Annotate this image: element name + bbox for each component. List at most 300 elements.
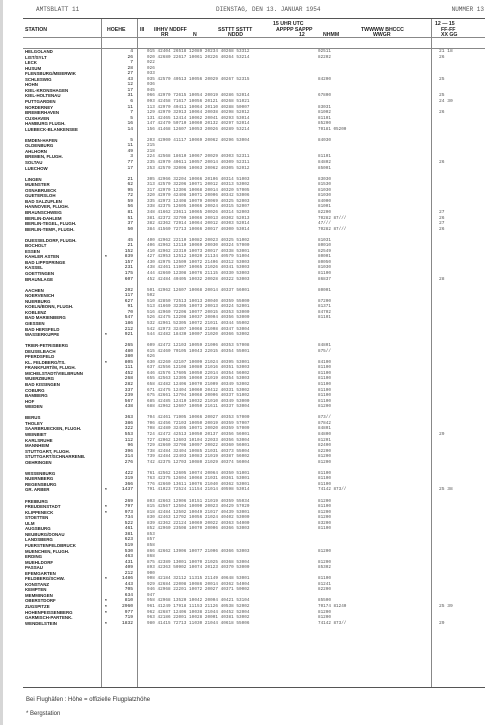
weather-groups: 85302 — [318, 565, 331, 571]
station-name: HOF — [25, 398, 35, 404]
table-row — [23, 439, 485, 444]
station-name: LUEBECK-BLANKENSEE — [25, 126, 78, 132]
station-height: 567 — [124, 398, 133, 404]
weather-groups: 81100 — [318, 271, 331, 276]
station-height: 5 — [130, 137, 133, 143]
station-height: 62 — [127, 182, 133, 188]
synop-code: 502 — [147, 293, 155, 299]
station-height: 480 — [124, 348, 133, 354]
col-wwgr: WWGR — [373, 32, 391, 38]
station-name: BRAUNSCHWEIG — [25, 209, 62, 215]
table-row — [23, 416, 485, 421]
station-height: 547 — [124, 315, 133, 321]
synop-code: 218 — [147, 148, 155, 154]
station-height: 269 — [124, 498, 133, 504]
station-name: NUERBURG — [25, 298, 51, 304]
synop-code: 615 42460 70105 10043 22015 40354 55001 — [147, 348, 250, 354]
weather-groups: 81200 — [318, 609, 331, 615]
station-name: LINGEN — [25, 176, 42, 182]
station-height: 314 — [124, 454, 133, 460]
station-height: 11 — [127, 104, 133, 110]
station-height: 1832 — [121, 620, 133, 626]
station-height: 797 — [124, 504, 133, 510]
synop-code: 958 42968 13520 10042 20004 40421 53104 — [147, 598, 250, 604]
station-height: 175 — [124, 271, 133, 276]
synop-code: 704 42461 71905 10066 20027 40353 57000 — [147, 415, 250, 421]
synop-code: 022 — [147, 60, 155, 66]
table-row — [23, 205, 485, 210]
station-height: 27 — [127, 71, 133, 77]
synop-code: 708 42480 32405 10071 20020 40359 57009 — [147, 426, 250, 432]
station-height: 627 — [124, 298, 133, 304]
station-height: 111 — [124, 365, 133, 371]
table-row — [23, 50, 485, 55]
footer-note-mountain: * Bergstation — [26, 711, 61, 717]
table-row — [23, 172, 485, 177]
table-row — [23, 278, 485, 283]
station-name: MUENCHEN, FLUGH. — [25, 548, 70, 554]
synop-code: 853 — [147, 531, 155, 537]
station-height: 26 — [127, 54, 133, 60]
weather-groups: 84702 — [318, 309, 331, 315]
station-name: ZUGSPITZE — [25, 604, 50, 609]
table-row — [23, 433, 485, 438]
table-row — [23, 83, 485, 88]
synop-code: 427 42953 12512 10020 21134 40579 51004 — [147, 254, 250, 260]
mountain-marker: * — [105, 509, 107, 515]
synop-code: 929 42684 22008 10086 20014 40362 54004 — [147, 581, 250, 587]
table-row — [23, 372, 485, 377]
mountain-marker: * — [105, 487, 107, 493]
weather-groups: 81100 — [318, 370, 331, 376]
mountain-marker: * — [105, 598, 107, 604]
station-height: 49 — [127, 148, 133, 154]
weather-groups: 81030 — [318, 265, 331, 271]
station-name: STUTTGART, FLUGH. — [25, 448, 70, 454]
synop-code: 147 42470 50710 10060 20132 40297 52014 — [147, 121, 250, 127]
weather-groups: 81001 — [318, 204, 331, 210]
station-name: AACHEN — [25, 287, 44, 293]
station-height: 212 — [124, 326, 133, 332]
station-name: BERUS — [25, 415, 41, 421]
table-row — [23, 538, 485, 543]
weather-groups: 84200 — [318, 76, 331, 82]
station-height: 409 — [124, 565, 133, 571]
weather-groups: 85001 — [318, 165, 331, 171]
synop-code: 203 42900 41117 10069 20062 40296 53004 — [147, 137, 250, 143]
station-height: 519 — [124, 542, 133, 548]
station-height: 363 — [124, 415, 133, 421]
station-height: 438 — [124, 404, 133, 410]
weather-groups: 81100 — [318, 481, 331, 487]
station-name: MANNHEIM — [25, 443, 50, 449]
station-height: 623 — [124, 537, 133, 543]
synop-code: 815 42567 12504 10090 20023 40429 57020 — [147, 504, 250, 510]
synop-code: 381 42372 32709 10066 20013 40302 52013 — [147, 215, 250, 221]
synop-code: 066 42970 72615 10054 20019 40286 52014 — [147, 93, 250, 99]
weather-groups: 87200 — [318, 298, 331, 304]
station-height: 268 — [124, 376, 133, 382]
table-row — [23, 94, 485, 99]
station-height: 31 — [127, 93, 133, 99]
station-height: 265 — [124, 343, 133, 349]
table-row — [23, 411, 485, 416]
station-height: 152 — [124, 248, 133, 254]
synop-code: 045 — [147, 87, 155, 93]
station-name: MUENSTER — [25, 182, 50, 188]
station-height: 461 — [124, 526, 133, 532]
synop-code: 630 42260 42107 10009 21024 40395 53001 — [147, 359, 250, 365]
table-row — [23, 128, 485, 133]
weather-groups: 81030 — [318, 187, 331, 193]
table-row — [23, 239, 485, 244]
station-name: BAMBERG — [25, 393, 48, 399]
weather-groups: 84800 — [318, 431, 331, 437]
station-name: OEHRINGEN — [25, 459, 52, 465]
col-twg: TWWWW BHCCC — [361, 27, 404, 33]
station-name: DUESSELDORF, FLUGH. — [25, 237, 77, 243]
synop-code: 946 42968 22201 10072 20027 40371 50002 — [147, 587, 250, 593]
station-height: 921 — [124, 332, 133, 338]
page-footer — [26, 690, 150, 725]
weather-groups: 82202 — [318, 54, 331, 60]
station-height: 634 — [124, 592, 133, 598]
station-height: 28 — [127, 65, 133, 71]
station-name: BERLIN-TEGEL, FLUGH. — [25, 221, 77, 227]
weather-groups: 82200 — [318, 209, 331, 215]
col-iii: III — [140, 27, 145, 33]
table-row — [23, 244, 485, 249]
station-name: AHLHORN — [25, 148, 47, 154]
table-row — [23, 339, 485, 344]
table-row — [23, 311, 485, 316]
header-separator — [23, 37, 485, 38]
table-row — [23, 472, 485, 477]
station-name: OBERSTDORF — [25, 598, 56, 604]
table-row — [23, 133, 485, 138]
weather-groups: 80001 — [318, 254, 331, 260]
station-name: ULM — [25, 520, 35, 526]
weather-groups: 84801 — [318, 343, 331, 349]
weather-groups: 74142 873// — [318, 620, 347, 626]
weather-groups: 74142 873// — [318, 487, 347, 493]
weather-groups: 86837 — [318, 276, 331, 282]
table-row — [23, 344, 485, 349]
synop-code: 224 42568 18610 10067 20029 40303 52311 — [147, 154, 250, 160]
station-height: 14 — [127, 126, 133, 132]
table-row — [23, 100, 485, 105]
station-height: 2960 — [121, 604, 133, 609]
station-height: 381 — [124, 531, 133, 537]
table-row — [23, 117, 485, 122]
station-height: 11 — [127, 143, 133, 149]
station-name: BREMEN, FLUGH. — [25, 154, 63, 160]
station-name: BAD KISSINGEN — [25, 382, 60, 387]
station-name: BAD LIPPSPRINGE — [25, 259, 66, 265]
station-name: KASSEL — [25, 265, 43, 271]
station-height: 212 — [124, 570, 133, 576]
col-time-group: 15 UHR UTC — [273, 21, 304, 27]
station-name: BAD HERSFELD — [25, 326, 60, 332]
station-height: 607 — [124, 276, 133, 282]
col-nhmm: NHMM — [323, 32, 340, 38]
station-height: 719 — [124, 615, 133, 621]
mountain-marker: * — [105, 359, 107, 365]
synop-code: 235 42970 40611 10057 20014 40309 52311 — [147, 160, 250, 165]
station-name: AUGSBURG — [25, 526, 51, 532]
station-height: 17 — [127, 165, 133, 171]
weather-groups: 81200 — [318, 548, 331, 554]
station-name: BAD MARIENBERG — [25, 315, 66, 321]
station-name: BERLIN-DAHLEM — [25, 215, 62, 221]
weather-groups: 81101 — [318, 315, 331, 321]
table-row — [23, 616, 485, 621]
synop-code: 320 42970 42408 10071 20006 40342 53006 — [147, 193, 250, 199]
weather-groups: 81200 — [318, 404, 331, 410]
table-row — [23, 577, 485, 582]
station-height: 4 — [130, 49, 133, 54]
wind-gust: 21 18 — [439, 49, 453, 54]
table-row — [23, 144, 485, 149]
weather-groups: 81100 — [318, 470, 331, 476]
col-n: N — [193, 32, 197, 38]
col-range: 12 — 15 — [435, 21, 455, 27]
table-row — [23, 477, 485, 482]
synop-code: 866 42662 13906 10077 21006 40366 53003 — [147, 548, 250, 554]
station-name: ERDING — [25, 554, 43, 560]
synop-code: 671 42475 12404 10060 20412 40331 53002 — [147, 387, 250, 393]
synop-code: 852 42960 23508 10070 20006 40366 53003 — [147, 526, 250, 532]
station-height: 973 — [124, 509, 133, 515]
wind-gust: 26 — [439, 110, 445, 116]
table-row — [23, 183, 485, 188]
station-name: HANNOVER, FLUGH. — [25, 204, 69, 210]
col-station: STATION — [25, 27, 47, 33]
station-name: GIESSEN — [25, 320, 45, 326]
table-row — [23, 322, 485, 327]
wind-gust: 26 — [439, 160, 445, 165]
weather-groups: 82200 — [318, 448, 331, 454]
station-name: GUETERSLOH — [25, 193, 56, 199]
synop-code: 626 — [147, 354, 155, 360]
table-row — [23, 222, 485, 227]
station-name: HUSUM — [25, 65, 42, 71]
weather-groups: 81371 — [318, 304, 331, 310]
station-name: WISSENBURG — [25, 470, 56, 476]
col-ff: FF-FF — [441, 27, 456, 33]
table-row — [23, 383, 485, 388]
station-name: PUTTGARDEN — [25, 98, 56, 104]
scan-edge-left — [0, 0, 3, 725]
table-row — [23, 494, 485, 499]
synop-code: 382 42362 72914 10064 20012 40303 52014 — [147, 221, 250, 227]
synop-code: 839 42362 22124 10069 20022 40363 54000 — [147, 520, 250, 526]
weather-groups: 81101 — [318, 115, 331, 121]
weather-groups: 875// — [318, 348, 331, 354]
synop-code: 305 42966 32204 10066 20106 40314 51003 — [147, 176, 250, 182]
synop-code: 961 41249 17918 11153 21126 40538 52002 — [147, 604, 250, 609]
table-row — [23, 250, 485, 255]
table-row — [23, 72, 485, 77]
station-height: 51 — [127, 215, 133, 221]
table-row — [23, 78, 485, 83]
synop-code: 033 — [147, 71, 155, 77]
station-name: KL. FELDBERG/TS. — [25, 359, 66, 365]
table-row — [23, 527, 485, 532]
col-nddd: NDDD — [228, 32, 243, 38]
station-name: KIEL-KRONSHAGEN — [25, 87, 69, 93]
weather-groups: 70181 05200 — [318, 126, 347, 132]
mountain-marker: * — [105, 620, 107, 626]
station-height: 530 — [124, 548, 133, 554]
wind-gust: 27 — [439, 221, 445, 227]
table-row — [23, 461, 485, 466]
mountain-marker: * — [105, 332, 107, 338]
station-height: 337 — [124, 387, 133, 393]
weather-groups: 873// — [318, 415, 331, 421]
station-height: 186 — [124, 320, 133, 326]
weather-groups: 83031 — [318, 104, 331, 110]
station-name: KIEL-HOLTENAU — [25, 93, 61, 99]
table-row — [23, 305, 485, 310]
weather-groups: 87842 — [318, 420, 331, 426]
synop-code: 513 41660 32305 10073 20013 40324 52001 — [147, 304, 250, 310]
weather-groups: 81200 — [318, 459, 331, 465]
station-name: KARLSRUHE — [25, 437, 53, 443]
weather-groups: 81100 — [318, 398, 331, 404]
weather-groups: 83200 — [318, 520, 331, 526]
station-name: HELGOLAND — [25, 49, 53, 54]
footer-note-airports: Bei Flughäfen : Höhe = offizielle Flugplatzhöhe — [26, 697, 151, 703]
table-row — [23, 333, 485, 338]
weather-groups: 82549 — [318, 248, 331, 254]
col-sstt: SSTTT SSTTT — [218, 27, 253, 33]
station-height: 45 — [127, 237, 133, 243]
table-row — [23, 427, 485, 432]
station-name: KEMPTEN — [25, 587, 47, 593]
station-height: 91 — [127, 304, 133, 310]
station-name: MICHELSTADT/VIELBRUNN — [25, 370, 83, 376]
synop-code: 706 42456 72103 10050 20019 40359 57007 — [147, 420, 250, 426]
table-row — [23, 361, 485, 366]
table-row — [23, 561, 485, 566]
weather-groups: 85500 — [318, 598, 331, 604]
table-row — [23, 605, 485, 610]
station-height: 1486 — [121, 576, 133, 582]
synop-code: 542 42973 32407 10068 21008 40347 53004 — [147, 326, 250, 332]
wind-gust: 27 — [439, 209, 445, 215]
station-height: 7 — [130, 60, 133, 66]
station-height: 117 — [124, 293, 133, 299]
station-name: HOHN — [25, 82, 38, 88]
station-name: OSNABRUECK — [25, 187, 57, 193]
station-name: STUTTGART/SCHNARRENB. — [25, 454, 86, 460]
table-row — [23, 533, 485, 538]
synop-code: 818 42484 12502 10049 21017 40439 53001 — [147, 509, 250, 515]
table-row — [23, 500, 485, 505]
weather-groups: 82400 — [318, 443, 331, 449]
station-height: 70 — [127, 309, 133, 315]
synop-code: 526 42475 12208 10037 20004 40356 53000 — [147, 315, 250, 321]
table-row — [23, 544, 485, 549]
station-height: 3 — [130, 154, 133, 160]
weather-groups: 81100 — [318, 504, 331, 510]
station-height: 112 — [124, 437, 133, 443]
station-name: NOERVENICH — [25, 293, 55, 299]
station-height: 17 — [127, 87, 133, 93]
station-name: NEUBURG/DONAU — [25, 531, 65, 537]
station-name: LIST/SYLT — [25, 54, 47, 60]
table-row — [23, 106, 485, 111]
table-row — [23, 422, 485, 427]
table-row — [23, 566, 485, 571]
table-row — [23, 283, 485, 288]
table-row — [23, 155, 485, 160]
station-height: 282 — [124, 382, 133, 387]
synop-code: 544 42482 18430 10007 21020 40366 53002 — [147, 332, 250, 338]
weather-groups: 84801 — [318, 426, 331, 432]
weather-groups: 70282 87/// — [318, 226, 347, 232]
weather-groups: 84802 — [318, 160, 331, 165]
synop-code: 430 42975 12509 10072 21406 40312 53003 — [147, 259, 250, 265]
synop-code: 156 41468 12607 10053 20026 40289 53214 — [147, 126, 250, 132]
table-row — [23, 405, 485, 410]
table-row — [23, 488, 485, 493]
synop-code: 908 42184 32112 11315 21149 40648 53001 — [147, 576, 250, 582]
station-height: 7 — [130, 110, 133, 116]
station-name: KAHLER ASTEN — [25, 254, 60, 260]
weather-table — [23, 18, 485, 688]
synop-code: 253 42570 32006 10063 20062 40305 52012 — [147, 165, 250, 171]
weather-groups: 81002 — [318, 110, 331, 116]
table-row — [23, 211, 485, 216]
wind-gust: 25 38 — [439, 487, 453, 493]
table-row — [23, 555, 485, 560]
table-row — [23, 583, 485, 588]
station-name: SOLTAU — [25, 160, 43, 165]
table-row — [23, 594, 485, 599]
header-separator — [23, 48, 485, 49]
synop-code: 313 42570 32206 10071 20012 40313 53002 — [147, 182, 250, 188]
col-iihhv: IIHHV NDDFF — [154, 27, 187, 33]
station-height: 734 — [124, 515, 133, 521]
table-row — [23, 289, 485, 294]
station-height: 50 — [127, 226, 133, 232]
col-ff2: XX GG — [441, 32, 458, 38]
synop-code: 438 42461 11907 10065 21026 40341 53003 — [147, 265, 250, 271]
table-row — [23, 328, 485, 333]
station-name: SCHLESWIG — [25, 76, 52, 82]
station-name: WENDELSTEIN — [25, 620, 57, 626]
synop-code: 962 42687 12406 10038 21044 40452 52004 — [147, 609, 250, 615]
table-row — [23, 56, 485, 61]
station-name: WASSERKUPPE — [25, 332, 60, 338]
synop-code: 020 42680 22617 10061 20226 40264 53214 — [147, 54, 250, 60]
weather-groups: 70282 87/// — [318, 215, 347, 221]
wind-gust: 26 — [439, 215, 445, 221]
station-name: BERLIN-TEMP., FLUGH. — [25, 226, 75, 232]
table-row — [23, 350, 485, 355]
station-height: 239 — [124, 393, 133, 399]
table-row — [23, 111, 485, 116]
station-name: GARMISCH-PARTENK. — [25, 615, 73, 621]
synop-code: 637 42556 12108 10080 21016 40351 53003 — [147, 365, 250, 371]
station-height: 319 — [124, 476, 133, 482]
station-height: 276 — [124, 459, 133, 465]
table-row — [23, 194, 485, 199]
table-row — [23, 122, 485, 127]
table-row — [23, 611, 485, 616]
